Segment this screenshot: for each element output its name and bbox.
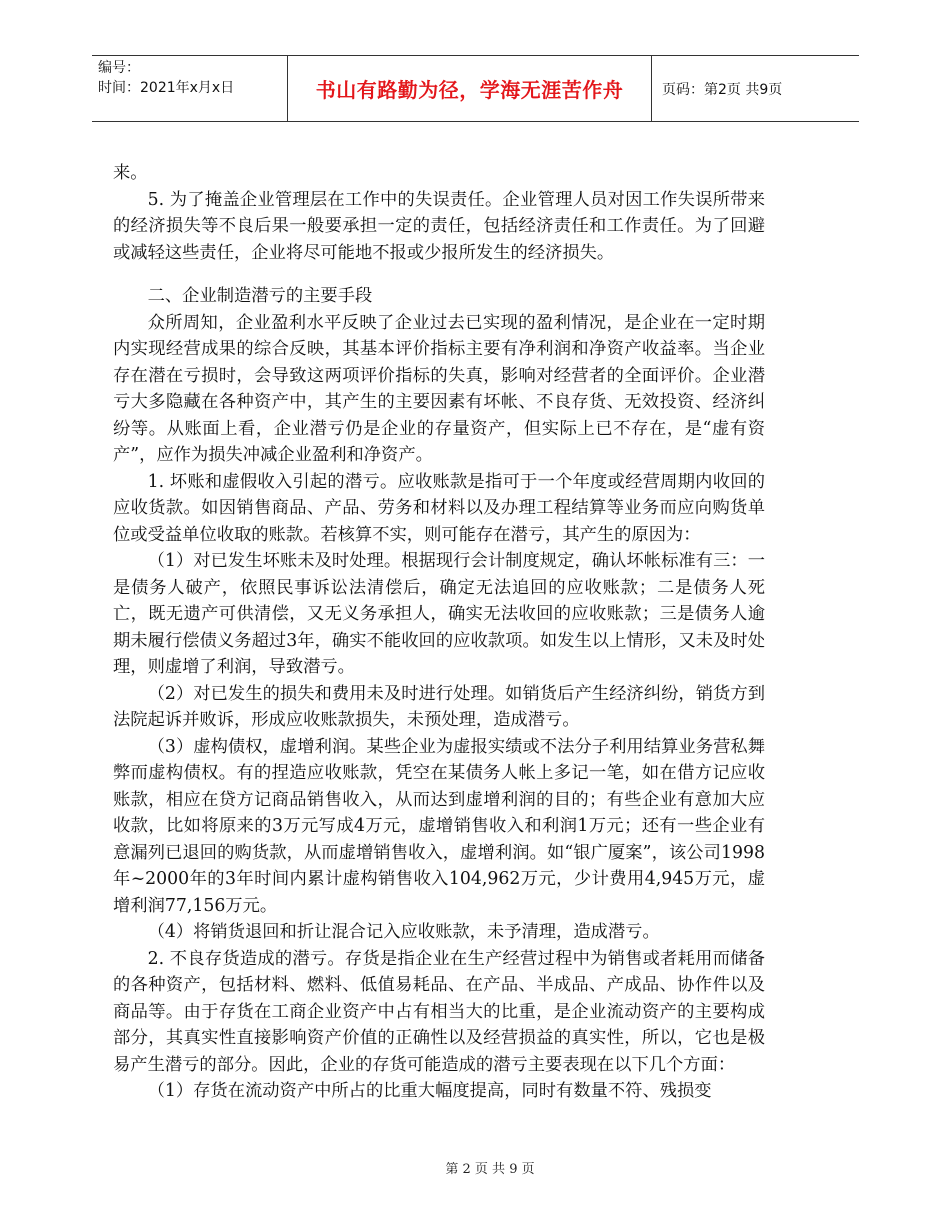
paragraph: （4）将销货退回和折让混合记入应收账款，未予清理，造成潜亏。: [147, 922, 660, 942]
paragraph: 众所周知，企业盈利水平反映了企业过去已实现的盈利情况，是企业在一定时期内实现经营成果的综合反映，其基本评价指标主要有净利润和净资产收益率。当企业存在潜在亏损时，会导致这两项评价指标的失真，影响对经营者的全面评价。企业潜亏大多隐藏在各种资产中，其产生的主要因素有坏帐、不良存货、无效投资、经济纠纷等。从账面上看，企业潜亏仍是企业的存量资产，但实际上已不存在，是“虚有资产”，应作为损失冲减企业盈利和净资产。: [113, 312, 765, 465]
header-motto: 书山有路勤为径，学海无涯苦作舟: [287, 56, 652, 121]
header-meta: [92, 56, 287, 121]
paragraph: （2）对已发生的损失和费用未及时进行处理。如销货后产生经济纠纷，销货方到法院起诉并败诉，形成应收账款损失，未预处理，造成潜亏。: [113, 683, 765, 730]
paragraph: 2. 不良存货造成的潜亏。存货是指企业在生产经营过程中为销售或者耗用而储备的各种资产，包括材料、燃料、低值易耗品、在产品、半成品、产成品、协作件以及商品等。由于存货在工商企业资产中占有相当大的比重，是企业流动资产的主要构成部分，其真实性直接影响资产价值的正确性以及经营损益的真实性，所以，它也是极易产生潜亏的部分。因此，企业的存货可能造成的潜亏主要表现在以下几个方面：: [113, 948, 765, 1075]
paragraph: 来。: [113, 163, 148, 183]
section-heading: 二、企业制造潜亏的主要手段: [147, 286, 373, 306]
paragraph: （3）虚构债权，虚增利润。某些企业为虚报实绩或不法分子利用结算业务营私舞弊而虚构债权。有的捏造应收账款，凭空在某债务人帐上多记一笔，如在借方记应收账款，相应在贷方记商品销售收入，从而达到虚增利润的目的；有些企业有意加大应收款，比如将原来的3万元写成4万元，虚增销售收入和利润1万元；还有一些企业有意漏列已退回的购货款，从而虚增销售收入，虚增利润。如“银广厦案”，该公司1998年~2000年的3年时间内累计虚构销售收入104,962万元，少计费用4,945万元，虚增利润77,156万元。: [113, 736, 765, 916]
doc-number-label: 编号：: [98, 60, 140, 76]
document-body: [113, 160, 765, 1105]
header-page-info: 页码：第2页 共9页: [662, 81, 783, 98]
page-header: [92, 55, 859, 122]
page-footer: 第 2 页 共 9 页: [445, 1162, 535, 1177]
paragraph: （1）存货在流动资产中所占的比重大幅度提高，同时有数量不符、残损变: [147, 1081, 712, 1101]
paragraph: 1. 坏账和虚假收入引起的潜亏。应收账款是指可于一个年度或经营周期内收回的应收货款。如因销售商品、产品、劳务和材料以及办理工程结算等业务而应向购货单位或受益单位收取的账款。若核算不实，则可能存在潜亏，其产生的原因为：: [113, 471, 765, 545]
doc-time-label: 时间：2021年x月x日: [98, 80, 235, 96]
paragraph: 5. 为了掩盖企业管理层在工作中的失误责任。企业管理人员对因工作失误所带来的经济损失等不良后果一般要承担一定的责任，包括经济责任和工作责任。为了回避或减轻这些责任，企业将尽可能地不报或少报所发生的经济损失。: [113, 189, 765, 263]
paragraph: （1）对已发生坏账未及时处理。根据现行会计制度规定，确认坏帐标准有三：一是债务人破产，依照民事诉讼法清偿后，确定无法追回的应收账款；二是债务人死亡，既无遗产可供清偿，又无义务承担人，确实无法收回的应收账款；三是债务人逾期未履行偿债义务超过3年，确实不能收回的应收款项。如发生以上情形，又未及时处理，则虚增了利润，导致潜亏。: [113, 551, 765, 677]
